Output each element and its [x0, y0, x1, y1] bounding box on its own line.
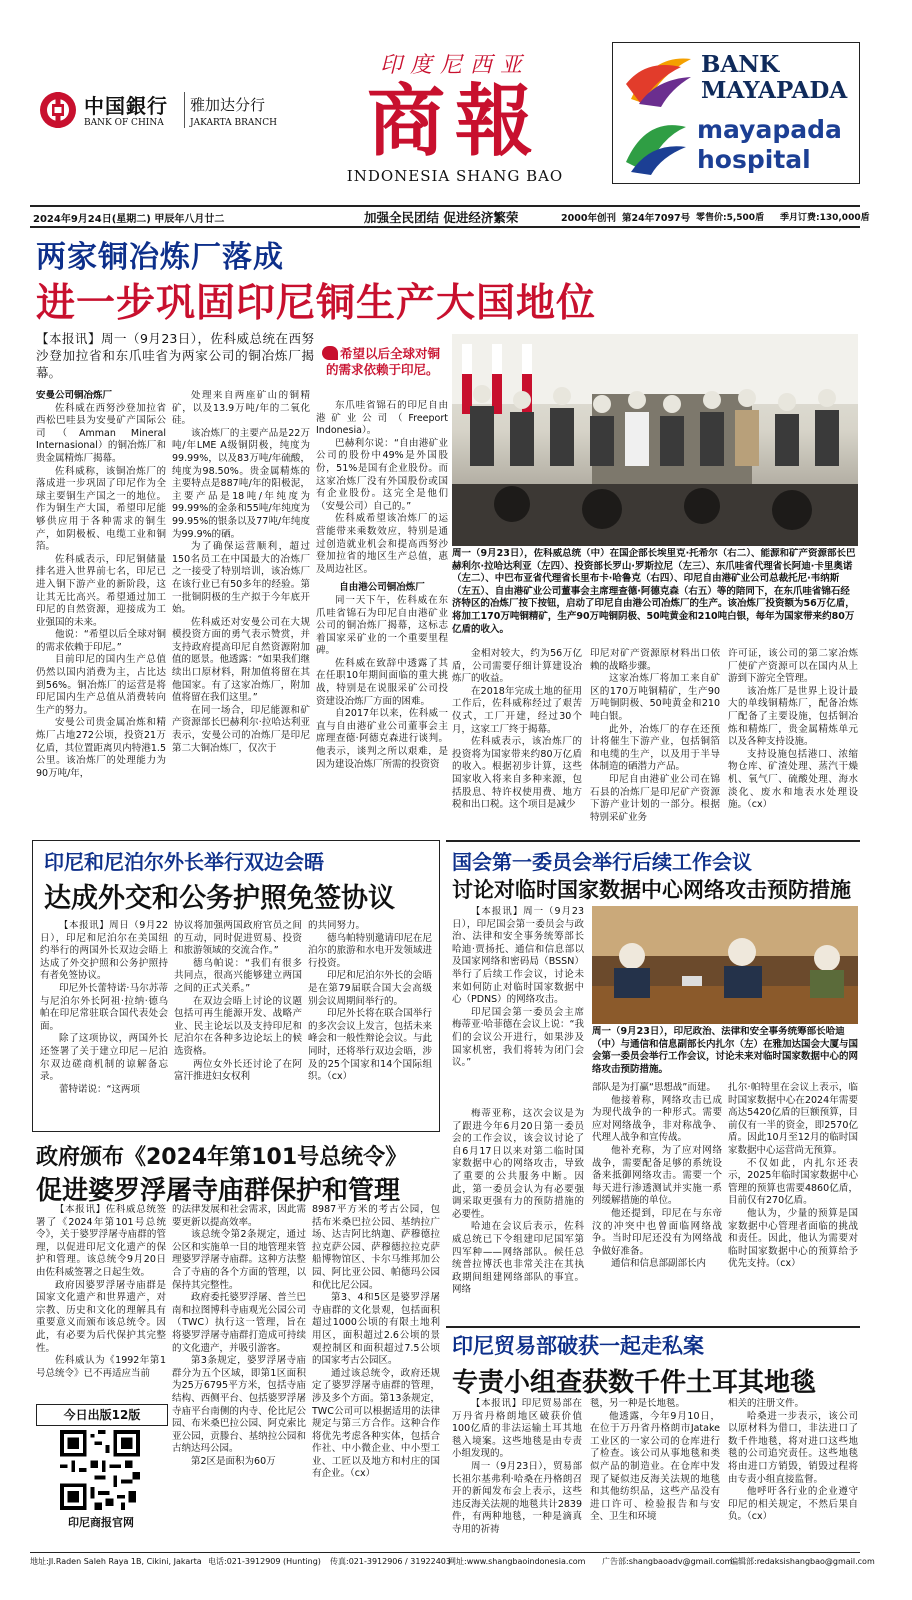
article5-col-3: 相关的注册文件。 哈桑进一步表示，该公司以原材料为借口，非法进口了数千件地毯，将对进口这些地毯的公司追究责任。这些地毯将由进口方销毁，销毁过程将由专责小组直接监督。 他呼吁各行业的企业遵守印尼的相关规定，不然后果自负。（cx） — [728, 1398, 858, 1523]
lead-col-2: 处理来自两座矿山的铜精矿，以及13.9万吨/年的二氧化硅。 该冶炼厂的主要产品是22万吨/年LME A级铜阴极，纯度为99.99%，以及83万吨/年硫酸，纯度为98.50%。贵金属精炼的主要特点是887吨/年的阳极泥，主要产品是18吨/年纯度为99.99%的金条和55吨/年纯度为99.95%的银条以及77吨/年纯度为99.9%的硒。 为了确保运营顺利，超过150名员工在中国最大的冶炼厂之一接受了特别培训，该冶炼厂在该行业已有50多年的经验。第一批铜阴极的生产拟于今年底开始。 佐科威还对安曼公司在大规模投资方面的勇气表示赞赏，并支持政府提高印尼自然资源附加值的愿景。他透露：“如果我们继续出口原材料，附加值将留在其他国家。有了这家冶炼厂，附加值将留在我们这里。” 在同一场合，印尼能源和矿产资源部长巴赫利尔·拉哈达利亚表示，安曼公司的冶炼厂是印尼第二大铜冶炼厂，仅次于 — [172, 390, 310, 754]
article3-col-3: 扎尔·帕特里在会议上表示，临时国家数据中心在2024年需要高达5420亿盾的巨额预算，目前仅有一半的资金，即2570亿盾。因此10月至12月的临时国家数据中心运营尚无预算。 不仅如此，内扎尔还表示，2025年临时国家数据中心管理的预算也需要4860亿盾，目前仅有270亿盾。 他认为，少量的预算是国家数据中心管理者面临的挑战和责任。因此，他认为需要对临时国家数据中心的预算给予优先支持。（cx） — [728, 1082, 858, 1270]
lead-headline: 进一步巩固印尼铜生产大国地位 — [36, 281, 597, 326]
today-pages-banner: 今日出版12版 — [36, 1404, 168, 1426]
lead-kicker: 两家铜冶炼厂落成 — [36, 240, 284, 275]
lead-col-4: 金相对较大，约为56万亿盾，公司需要仔细计算建设冶炼厂的收益。 在2018年完成土地的征用工作后，佐科威称经过了艰苦仪式，工厂开建，经过30个月，这家工厂终于揭幕。 佐科威表示，该冶炼厂的投资将为国家带来约80万亿盾的收入。根据初步计算，这些国家收入将来自多种来源，包括股息、特许权使用费、地方税和出口税。这个项目是减少 — [452, 648, 582, 811]
qr-code-icon — [60, 1430, 140, 1510]
footer — [30, 1556, 875, 1572]
dateline-founded: 2000年创刊 — [561, 213, 616, 224]
lead-col-6: 许可证，该公司的第二家冶炼厂使矿产资源可以在国内从上游到下游完全管理。 该冶炼厂是世界上设计最大的单线铜精炼厂，配备冶炼厂配备了主要设施，包括铜冶炼和精炼厂，贵金属精炼单元以及各种支持设施。 支持设施包括港口、浓缩物仓库、矿渣处理、蒸汽干燥机、氧气厂、硫酸处理、海水淡化、废水和地表水处理设施。（cx） — [728, 648, 858, 811]
article2-kicker: 印尼和尼泊尔外长举行双边会晤 — [44, 850, 324, 874]
article4-headline: 促进婆罗浮屠寺庙群保护和管理 — [36, 1176, 401, 1206]
boc-branch-cn: 雅加达分行 — [190, 96, 266, 114]
boc-name-cn: 中国銀行 — [84, 94, 168, 118]
footer-ad-email[interactable]: 广告部:shangbaoadv@gmail.com — [602, 1557, 733, 1566]
newspaper-nameplate — [330, 44, 580, 194]
lead-intro: 【本报讯】周一（9月23日），佐科威总统在西努沙登加拉省和东爪哇省为两家公司的铜冶炼厂揭幕。 — [36, 331, 314, 380]
mayapada-ad — [612, 42, 860, 184]
article5-col-2: 毯，另一种是长地毯。 他透露，今年9月10日，在位于万丹省丹格朗市Jatake工业区的一家公司的仓库进行了检查。该公司从事地毯和类似产品的制造业。在仓库中发现了疑似违反海关法规的地毯和其他纺织品，这些产品没有进口许可、检验报告和与安全、卫生和环境 — [590, 1398, 720, 1523]
article2-col-3: 的共同努力。 德乌帕特别邀请印尼在尼泊尔的旅游和水电开发领域进行投资。 印尼和尼泊尔外长的会晤是在第79届联合国大会高级别会议周期间举行的。 印尼外长将在联合国举行的多次会议上发言，包括未来峰会和一般性辩论会议。与此同时，还将举行双边会晤，涉及的25个国家和14个国际组织。（cx） — [308, 920, 432, 1083]
article5-headline: 专责小组查获数千件土耳其地毯 — [452, 1368, 817, 1398]
footer-phone: 电话:021-3912909 (Hunting) — [208, 1557, 321, 1566]
lead-col-1: 安曼公司铜冶炼厂 佐科威在西努沙登加拉省西松巴哇县为安曼矿产国际公司（Amman Mineral Internasional）的铜冶炼厂和贵金属精炼厂揭幕。 佐科威称，该铜冶炼厂的落成进一步巩固了印尼作为全球主要铜生产国之一的地位。作为铜生产大国，希望印尼能够供应用于各种需求的铜生产，如阴极板、电缆工业和铜箔。 佐科威表示，印尼铜储量排名进入世界前七名，印尼已进入铜下游产业的新阶段，这让其无比高兴。希望通过加工印尼的自然资源，迎接成为工业强国的未来。 他说：“希望以后全球对铜的需求依赖于印尼。” 目前印尼的国内生产总值仍然以国内消费为主，占比达到56%。铜冶炼厂的运营是将印尼国内生产总值从消费转向生产的努力。 安曼公司贵金属冶炼和精炼厂占地272公顷，投资21万亿盾，其位置距离贝内特港1.5公里。该冶炼厂的处理能力为90万吨/年， — [36, 390, 166, 779]
article4-col-2: 的法律发展和社会需求，因此需要更新以提高效率。 该总统令第2条规定，通过公区和实施单一目的地管理来管理婆罗浮屠寺庙群。这种方法整合了寺庙的各个方面的管理，以保持其完整性。 政府委托婆罗浮屠、普兰巴南和拉图博科寺庙观光公园公司（TWC）执行这一管理，旨在将婆罗浮屠寺庙群打造成可持续的文化遗产，并吸引游客。 第3条规定，婆罗浮屠寺庙群分为五个区域，即第1区面积为25万6795平方米，包括寺庙结构、西侧平台、包括婆罗浮屠寺庙平台南侧的内寺、伦比尼公园、布米桑巴拉公园、阿克索比亚公园，贡滕台、基纳拉公园和古纳达玛公园。 第2区是面积为60万 — [172, 1204, 306, 1467]
lead-col1-subhead: 安曼公司铜冶炼厂 — [36, 390, 113, 401]
article2-col-1: 【本报讯】周日（9月22日），印尼和尼泊尔在美国纽约举行的两国外长双边会晤上达成了外交护照和公务护照持有者免签协议。 印尼外长蕾特诺·马尔苏蒂与尼泊尔外长阿祖·拉纳·德乌帕在印尼常驻联合国代表处会面。 除了这项协议，两国外长还签署了关于建立印尼－尼泊尔双边磋商机制的谅解备忘录。 蕾特诺说：“这两项 — [40, 920, 168, 1095]
website-qr-code[interactable] — [60, 1430, 140, 1510]
lead-col-3: 东爪哇省锦石的印尼自由港矿业公司（Freeport Indonesia）。 巴赫利尔说：“自由港矿业公司的股份中49%是外国股份，51%是国有企业股份。而这家冶炼厂没有外国股份或国有企业股份。这完全是他们（安曼公司）自己的。” 佐科威希望该冶炼厂的运营能带来乘数效应，特别是通过创造就业机会和提高西努沙登加拉省的地区生产总值，惠及周边社区。 自由港公司铜冶炼厂 同一天下午，佐科威在东爪哇省锦石为印尼自由港矿业公司的铜冶炼厂揭幕，这标志着国家采矿业的一个重要里程碑。 佐科威在致辞中透露了其在任职10年期间面临的重大挑战，特别是在说服采矿公司投资建设冶炼厂方面的困难。 自2017年以来，佐科威一直与自由港矿业公司董事会主席理查德·阿德克森进行谈判。他表示，谈判之所以艰难，是因为建设冶炼厂所需的投资资 — [316, 400, 448, 770]
article3-photo-caption: 周一（9月23日），印尼政治、法律和安全事务统筹部长哈迪（中）与通信和信息副部长内扎尔（左）在雅加达国会大厦与国会第一委员会举行工作会议，讨论未来对临时国家数据中心的网络攻击预防措施。 — [592, 1026, 858, 1075]
article3-kicker: 国会第一委员会举行后续工作会议 — [452, 850, 752, 874]
bank-of-china-logo — [38, 88, 288, 134]
article4-kicker: 政府颁布《2024年第101号总统令》 — [36, 1145, 408, 1170]
parliament-meeting-image — [592, 906, 858, 1024]
dateline-date: 2024年9月24日(星期二) 甲辰年八月廿二 — [33, 214, 225, 225]
nameplate-small: 印度尼西亚 — [379, 53, 530, 78]
dateline-price: 零售价:5,500盾 — [696, 213, 765, 223]
boc-name-en: BANK OF CHINA — [84, 118, 164, 128]
ad-hospital-line1: mayapada — [697, 115, 842, 144]
lead-photo — [452, 334, 858, 546]
dateline-subscription: 季月订费:130,000盾 — [780, 213, 870, 223]
article3-col-2: 部队是为打赢“思想战”而建。 他接着称，网络攻击已成为现代战争的一种形式。需要应对网络战争，非对称战争、代理人战争和宣传战。 他补充称，为了应对网络战争，需要配备足够的系统设备来抵御网络攻击。需要一个每天进行渗透测试并实施一系列缓解措施的单位。 他还提到，印尼在与东帝汶的冲突中也曾面临网络战争。当时印尼还没有为网络战争做好准备。 通信和信息部副部长内 — [592, 1082, 722, 1270]
boc-branch-en: JAKARTA BRANCH — [190, 118, 277, 128]
article2-headline: 达成外交和公务护照免签协议 — [44, 883, 395, 914]
lead-pullquote — [322, 344, 454, 396]
mayapada-hospital-logo-icon — [621, 117, 691, 177]
article3-headline: 讨论对临时国家数据中心网络攻击预防措施 — [452, 878, 851, 902]
boc-emblem-icon — [38, 90, 78, 130]
lead-col-5: 印尼对矿产资源原材料出口依赖的战略步骤。 这家冶炼厂将加工来自矿区的170万吨铜精矿，生产90万吨铜阴极、50吨黄金和210吨白银。 此外，冶炼厂的存在还预计将催生下游产业，包括铜箔和电缆的生产，以及用于半导体制造的硒潜力产品。 印尼自由港矿业公司在锦石县的冶炼厂是印尼矿产资源下游产业计划的一部分。根据特别采矿业务 — [590, 648, 720, 823]
pullquote-text: 希望以后全球对铜的需求依赖于印尼。 — [326, 346, 441, 377]
article3-col-1b: 梅蒂亚称，这次会议是为了跟进今年6月20日第一委员会的工作会议，该会议讨论了自6月17日以来对第二临时国家数据中心的网络攻击，导致了重要的公共服务中断。因此，第一委员会认为有必要强调采取更强有力的预防措施的必要性。 哈迪在会议后表示，佐科威总统已下令组建印尼国军第四军种——网络部队。候任总统普拉博沃也非常关注在其执政期间组建网络部队的事宜。网络 — [452, 1108, 584, 1296]
footer-fax: 传真:021-3912906 / 31922403 — [330, 1557, 451, 1566]
ad-hospital-line2: hospital — [697, 145, 811, 174]
ad-bank-line1: BANK — [701, 51, 780, 78]
nameplate-big: 商報 — [366, 76, 543, 167]
article5-kicker: 印尼贸易部破获一起走私案 — [452, 1334, 704, 1358]
ad-bank-line2: MAYAPADA — [701, 77, 848, 104]
dateline-slogan: 加强全民团结 促进经济繁荣 — [364, 210, 519, 225]
article4-col-3: 8987平方米的考古公园，包括布米桑巴拉公园、基纳拉广场、达吉阿比纳迦、萨穆德拉拉克萨公园、萨穆德拉拉克萨船博物馆区、卡尔马维邦加公园、阿比亚公园、帕德玛公园和优比尼公园。 第3、4和5区是婆罗浮屠寺庙群的文化景观，包括面积超过1000公顷的有限土地利用区，面积超过2.6公顷的景观控制区和面积超过7.5公顷的国家考古公园区。 通过该总统令，政府还规定了婆罗浮屠寺庙群的管理，涉及多个方面。第13条规定，TWC公司可以根据适用的法律规定与第三方合作。这种合作将优先考虑各种实体，包括合作社、中小微企业、中小型工业、工匠以及地方和村庄的国有企业。（cx） — [312, 1204, 440, 1480]
footer-website[interactable]: 网址:www.shangbaoindonesia.com — [448, 1557, 586, 1566]
article3-col-1a: 【本报讯】周一（9月23日），印尼国会第一委员会与政治、法律和安全事务统筹部长哈迪·贾扬托、通信和信息部以及国家网络和密码局（BSSN）举行了后续工作会议，讨论未来如何防止对临时国家数据中心（PDNS）的网络攻击。 印尼国会第一委员会主席梅蒂亚·哈菲德在会议上说：“我们的会议公开进行，如果涉及国家机密，我们将转为闭门会议。” — [452, 906, 584, 1069]
footer-address: 地址:Jl.Raden Saleh Raya 1B, Cikini, Jakarta — [30, 1557, 202, 1566]
article4-col-1: 【本报讯】佐科威总统签署了《2024年第101号总统令》，关于婆罗浮屠寺庙群的管理，以促进印尼文化遗产的保护和管理。该总统令9月20日由佐科威签署之日起生效。 政府因婆罗浮屠寺庙群是国家文化遗产和世界遗产，对宗教、历史和文化的理解具有重要意义而颁布该总统令。因此，有必要为后代保护其完整性。 佐科威认为《1992年第1号总统令》已不再适应当前 — [36, 1204, 166, 1379]
dateline-issue: 第24年7097号 — [622, 213, 691, 224]
footer-editorial-email[interactable]: 编辑部:redaksishangbao@gmail.com — [730, 1557, 875, 1566]
smelter-ceremony-image — [452, 334, 858, 546]
lead-photo-caption: 周一（9月23日），佐科威总统（中）在国企部长埃里克·托希尔（右二）、能源和矿产资源部长巴赫利尔·拉哈达利亚（左四）、投资部长罗山·罗斯拉尼（左三）、东爪哇省代理省长阿迪·卡里奥诺（左二）、中巴布亚省代理省长里布卡·哈鲁克（右四）、印尼自由港矿业公司总裁托尼·韦纳斯（左五）、自由港矿业公司董事会主席理查德·阿德克森（右五）等的陪同下，在东爪哇省锦石经济特区的冶炼厂按下按钮，启动了印尼自由港公司冶炼厂的生产。该冶炼厂投资额为56万亿盾，将加工170万吨铜精矿，生产90万吨铜阴极、50吨黄金和210吨白银，每年为国家带来约80万亿盾的收入。 — [452, 548, 856, 635]
mayapada-bank-logo-icon — [621, 49, 701, 109]
article5-col-1: 【本报讯】印尼贸易部在万丹省丹格朗地区破获价值100亿盾的非法运输土耳其地毯入境案。这些地毯是由专责小组发现的。 周一（9月23日），贸易部长祖尔基弗利·哈桑在丹格朗召开的新闻发布会上表示，这些违反海关法规的地毯共计2839件，有两种地毯，一种是滴真寺用的祈祷 — [452, 1398, 582, 1535]
article2-col-2: 协议将加强两国政府官员之间的互动，同时促进贸易、投资和旅游领域的交流合作。” 德乌帕说：“我们有很多共同点，很高兴能够建立两国之间的正式关系。” 在双边会晤上讨论的议题包括可再生能源开发、战略产业、民主论坛以及支持印尼和尼泊尔在各种多边论坛上的候选资格。 两位女外长还讨论了在阿富汗推进妇女权利 — [174, 920, 302, 1083]
nameplate-en: INDONESIA SHANG BAO — [346, 167, 564, 185]
qr-label: 印尼商报官网 — [68, 1516, 134, 1529]
article3-photo — [592, 906, 858, 1024]
